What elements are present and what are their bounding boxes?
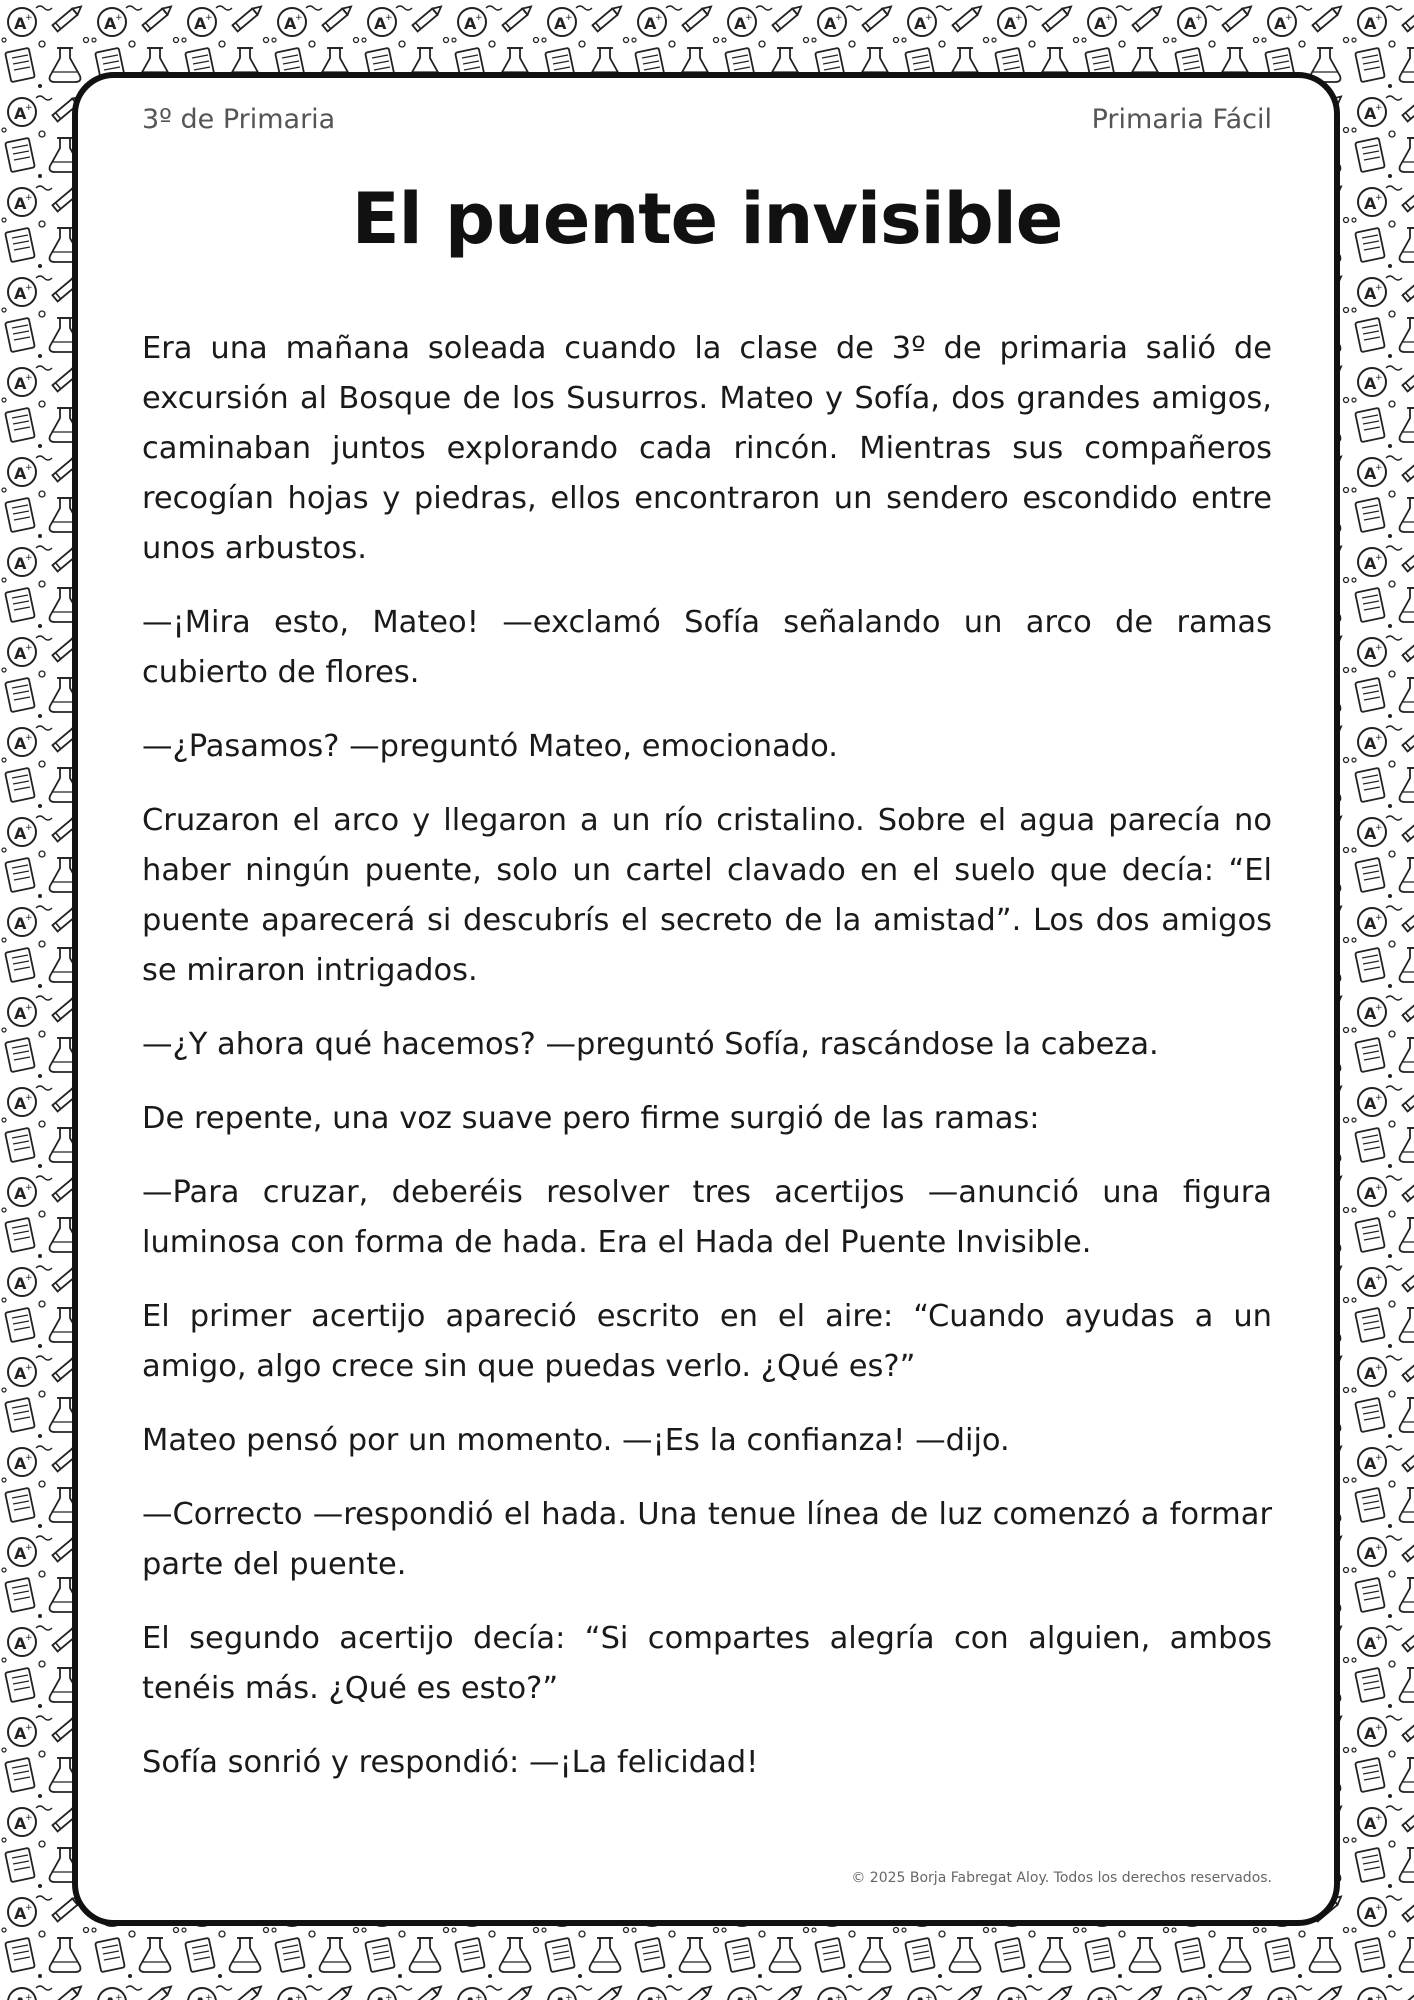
story-paragraph: Mateo pensó por un momento. —¡Es la confianza! —dijo. [142,1423,1010,1458]
story-paragraph: Era una mañana soleada cuando la clase de 3º de primaria salió de excursión al Bosque de los Susurros. Mateo y Sofía, dos grandes amigos, caminaban juntos explorando cada rincón. Mientras sus compañeros recogían hojas y piedras, ellos encontraron un sendero escondido entre unos arbustos. [142,331,1272,566]
story-paragraph: —Para cruzar, deberéis resolver tres acertijos —anunció una figura luminosa con forma de hada. Era el Hada del Puente Invisible. [142,1175,1272,1260]
story-paragraph: De repente, una voz suave pero firme surgió de las ramas: [142,1101,1040,1136]
story-paragraph: Sofía sonrió y respondió: —¡La felicidad! [142,1745,759,1780]
story-paragraph: El primer acertijo apareció escrito en el aire: “Cuando ayudas a un amigo, algo crece sin que puedas verlo. ¿Qué es?” [142,1299,1272,1384]
grade-label: 3º de Primaria [142,104,336,135]
story-paragraph: —¡Mira esto, Mateo! —exclamó Sofía señalando un arco de ramas cubierto de flores. [142,605,1272,690]
brand-label: Primaria Fácil [1091,104,1272,135]
story-text [142,324,1272,1812]
page-title: El puente invisible [351,178,1063,260]
story-paragraph: Cruzaron el arco y llegaron a un río cristalino. Sobre el agua parecía no haber ningún puente, solo un cartel clavado en el suelo que decía: “El puente aparecerá si descubrís el secreto de la amistad”. Los dos amigos se miraron intrigados. [142,803,1272,988]
story-paragraph: —¿Pasamos? —preguntó Mateo, emocionado. [142,729,838,764]
story-paragraph: —¿Y ahora qué hacemos? —preguntó Sofía, rascándose la cabeza. [142,1027,1159,1062]
copyright-footer: © 2025 Borja Fabregat Aloy. Todos los derechos reservados. [851,1870,1272,1886]
story-paragraph: —Correcto —respondió el hada. Una tenue línea de luz comenzó a formar parte del puente. [142,1497,1272,1582]
story-paragraph: El segundo acertijo decía: “Si compartes alegría con alguien, ambos tenéis más. ¿Qué es esto?” [142,1621,1272,1706]
